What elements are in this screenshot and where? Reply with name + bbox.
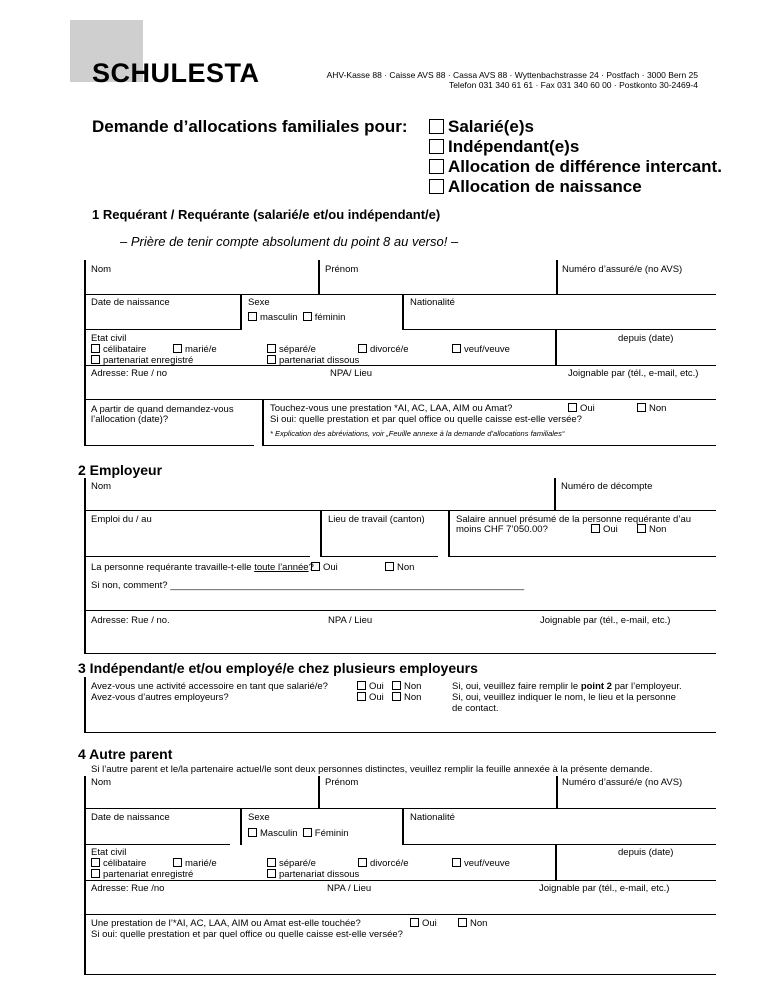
s1-avs-label: Numéro d’assuré/e (no AVS) — [562, 264, 683, 275]
option-independants[interactable]: Indépendant(e)s — [429, 137, 722, 157]
s2-decompte-label: Numéro de décompte — [561, 481, 653, 492]
s2-salaire-label2: moins CHF 7’050.00? — [456, 524, 548, 535]
s2-salaire-oui[interactable]: Oui — [591, 524, 618, 535]
s3-q2-non[interactable]: Non — [392, 692, 421, 703]
s4-npa-label: NPA / Lieu — [327, 883, 372, 894]
s2-sinon-line[interactable]: Si non, comment? ___________________________________________________________________ — [91, 580, 525, 591]
s4-joignable-label: Joignable par (tél., e-mail, etc.) — [539, 883, 670, 894]
section2-heading: 2 Employeur — [78, 462, 163, 478]
s1-prestation-non[interactable]: Non — [637, 403, 666, 414]
checkbox-icon[interactable] — [311, 562, 320, 571]
s4-etat-opt1[interactable]: célibataire — [91, 858, 146, 869]
checkbox-icon[interactable] — [91, 858, 100, 867]
s2-joignable-label: Joignable par (tél., e-mail, etc.) — [540, 615, 671, 626]
checkbox-icon[interactable] — [429, 119, 444, 134]
s1-etat-opt4[interactable]: séparé/e — [267, 344, 316, 355]
s3-question1: Avez-vous une activité accessoire en tant que salarié/e? — [91, 681, 328, 692]
s1-apartir-label1: A partir de quand demandez-vous — [91, 404, 234, 415]
s4-adresse-label: Adresse: Rue /no — [91, 883, 165, 894]
s2-salaire-non[interactable]: Non — [637, 524, 666, 535]
s1-adresse-label: Adresse: Rue / no — [91, 368, 168, 379]
s1-sexe-label: Sexe — [248, 297, 270, 308]
s2-emploi-label: Emploi du / au — [91, 514, 152, 525]
s4-etat-opt7[interactable]: veuf/veuve — [452, 858, 510, 869]
checkbox-icon[interactable] — [248, 312, 257, 321]
s1-etat-opt2[interactable]: marié/e — [173, 344, 217, 355]
s1-npa-label: NPA/ Lieu — [330, 368, 373, 379]
s4-nationalite-label: Nationalité — [410, 812, 455, 823]
logo-text: SCHULESTA — [92, 58, 260, 88]
checkbox-icon[interactable] — [452, 344, 461, 353]
s1-etat-opt7[interactable]: veuf/veuve — [452, 344, 510, 355]
s4-nom-label: Nom — [91, 777, 112, 788]
checkbox-icon[interactable] — [303, 312, 312, 321]
checkbox-icon[interactable] — [458, 918, 467, 927]
title-options — [429, 117, 722, 197]
section3-heading: 3 Indépendant/e et/ou employé/e chez plusieurs employeurs — [78, 660, 478, 676]
s1-etat-opt1[interactable]: célibataire — [91, 344, 146, 355]
s4-prenom-label: Prénom — [325, 777, 359, 788]
s3-remark3: de contact. — [452, 703, 499, 714]
s4-etat-opt6[interactable]: partenariat dissous — [267, 869, 359, 880]
checkbox-icon[interactable] — [358, 858, 367, 867]
checkbox-icon[interactable] — [429, 159, 444, 174]
form-title: Demande d’allocations familiales pour: — [92, 117, 408, 136]
checkbox-icon[interactable] — [267, 858, 276, 867]
s2-npa-label: NPA / Lieu — [328, 615, 373, 626]
checkbox-icon[interactable] — [637, 403, 646, 412]
s4-prestation-oui[interactable]: Oui — [410, 918, 437, 929]
s4-prestation-question: Une prestation de l’*AI, AC, LAA, AIM ou Amat est-elle touchée? — [91, 918, 361, 929]
checkbox-icon[interactable] — [357, 692, 366, 701]
s1-etat-label: Etat civil — [91, 333, 127, 344]
checkbox-icon[interactable] — [385, 562, 394, 571]
section1-note: – Prière de tenir compte absolument du point 8 au verso! – — [120, 234, 459, 249]
s1-nationalite-label: Nationalité — [410, 297, 455, 308]
checkbox-icon[interactable] — [357, 681, 366, 690]
s2-annee-non[interactable]: Non — [385, 562, 414, 573]
s1-prestation-detail: Si oui: quelle prestation et par quel office ou quelle caisse est-elle versée? — [270, 414, 582, 425]
checkbox-icon[interactable] — [410, 918, 419, 927]
s4-prestation-detail: Si oui: quelle prestation et par quel office ou quelle caisse est-elle versée? — [91, 929, 403, 940]
s1-nom-label: Nom — [91, 264, 112, 275]
s4-avs-label: Numéro d’assuré/e (no AVS) — [562, 777, 683, 788]
s1-footnote: * Explication des abréviations, voir „Feuille annexe à la demande d’allocations familiales“ — [270, 429, 565, 438]
s3-q1-non[interactable]: Non — [392, 681, 421, 692]
s4-etat-opt3[interactable]: partenariat enregistré — [91, 869, 193, 880]
section4-heading: 4 Autre parent — [78, 746, 173, 762]
header-address-line2: Telefon 031 340 61 61 · Fax 031 340 60 00 · Postkonto 30-2469-4 — [448, 80, 698, 90]
s2-annee-question: La personne requérante travaille-t-elle toute l’année? — [91, 562, 314, 573]
s2-nom-label: Nom — [91, 481, 112, 492]
header-address-line1: AHV-Kasse 88 · Caisse AVS 88 · Cassa AVS 88 · Wyttenbachstrasse 24 · Postfach · 3000 Bern 25 — [326, 70, 698, 80]
s3-q1-oui[interactable]: Oui — [357, 681, 384, 692]
section1-heading: 1 Requérant / Requérante (salarié/e et/ou indépendant/e) — [92, 207, 441, 222]
s4-intro: Si l’autre parent et le/la partenaire actuel/le sont deux personnes distinctes, veuillez remplir la feuille annexée à la présente demande. — [91, 764, 653, 775]
checkbox-icon[interactable] — [267, 869, 276, 878]
s1-joignable-label: Joignable par (tél., e-mail, etc.) — [568, 368, 699, 379]
s4-prestation-non[interactable]: Non — [458, 918, 487, 929]
checkbox-icon[interactable] — [452, 858, 461, 867]
checkbox-icon[interactable] — [591, 524, 600, 533]
option-naissance[interactable]: Allocation de naissance — [429, 177, 722, 197]
s1-prestation-oui[interactable]: Oui — [568, 403, 595, 414]
option-difference[interactable]: Allocation de différence intercant. — [429, 157, 722, 177]
s1-etat-opt3[interactable]: partenariat enregistré — [91, 355, 193, 366]
s4-sexe-label: Sexe — [248, 812, 270, 823]
s1-apartir-label2: l’allocation (date)? — [91, 414, 169, 425]
checkbox-icon[interactable] — [392, 681, 401, 690]
s1-naissance-label: Date de naissance — [91, 297, 170, 308]
checkbox-icon[interactable] — [429, 139, 444, 154]
checkbox-icon[interactable] — [429, 179, 444, 194]
checkbox-icon[interactable] — [248, 828, 257, 837]
s3-remark2: Si, oui, veuillez indiquer le nom, le lieu et la personne — [452, 692, 676, 703]
checkbox-icon[interactable] — [91, 344, 100, 353]
s2-salaire-label1: Salaire annuel présumé de la personne requérante d’au — [456, 514, 692, 525]
s2-adresse-label: Adresse: Rue / no. — [91, 615, 170, 626]
s3-remark1: Si, oui, veuillez faire remplir le point 2 par l’employeur. — [452, 681, 682, 692]
checkbox-icon[interactable] — [91, 869, 100, 878]
checkbox-icon[interactable] — [392, 692, 401, 701]
checkbox-icon[interactable] — [267, 355, 276, 364]
s3-question2: Avez-vous d’autres employeurs? — [91, 692, 229, 703]
s4-etat-opt4[interactable]: séparé/e — [267, 858, 316, 869]
checkbox-icon[interactable] — [568, 403, 577, 412]
s4-sexe-options[interactable]: Masculin Féminin — [248, 828, 349, 839]
s3-q2-oui[interactable]: Oui — [357, 692, 384, 703]
option-salaries[interactable]: Salarié(e)s — [429, 117, 722, 137]
s2-annee-oui[interactable]: Oui — [311, 562, 338, 573]
s4-naissance-label: Date de naissance — [91, 812, 170, 823]
checkbox-icon[interactable] — [637, 524, 646, 533]
s4-depuis-label: depuis (date) — [618, 847, 674, 858]
checkbox-icon[interactable] — [173, 858, 182, 867]
s4-etat-opt5[interactable]: divorcé/e — [358, 858, 409, 869]
checkbox-icon[interactable] — [358, 344, 367, 353]
checkbox-icon[interactable] — [173, 344, 182, 353]
s1-depuis-label: depuis (date) — [618, 333, 674, 344]
s1-sexe-options[interactable]: masculin féminin — [248, 312, 345, 323]
s2-lieu-label: Lieu de travail (canton) — [328, 514, 425, 525]
checkbox-icon[interactable] — [91, 355, 100, 364]
s1-etat-opt5[interactable]: divorcé/e — [358, 344, 409, 355]
checkbox-icon[interactable] — [303, 828, 312, 837]
s1-prestation-question: Touchez-vous une prestation *AI, AC, LAA, AIM ou Amat? — [270, 403, 513, 414]
checkbox-icon[interactable] — [267, 344, 276, 353]
s1-etat-opt6[interactable]: partenariat dissous — [267, 355, 359, 366]
s4-etat-opt2[interactable]: marié/e — [173, 858, 217, 869]
s4-etat-label: Etat civil — [91, 847, 127, 858]
s1-prenom-label: Prénom — [325, 264, 359, 275]
